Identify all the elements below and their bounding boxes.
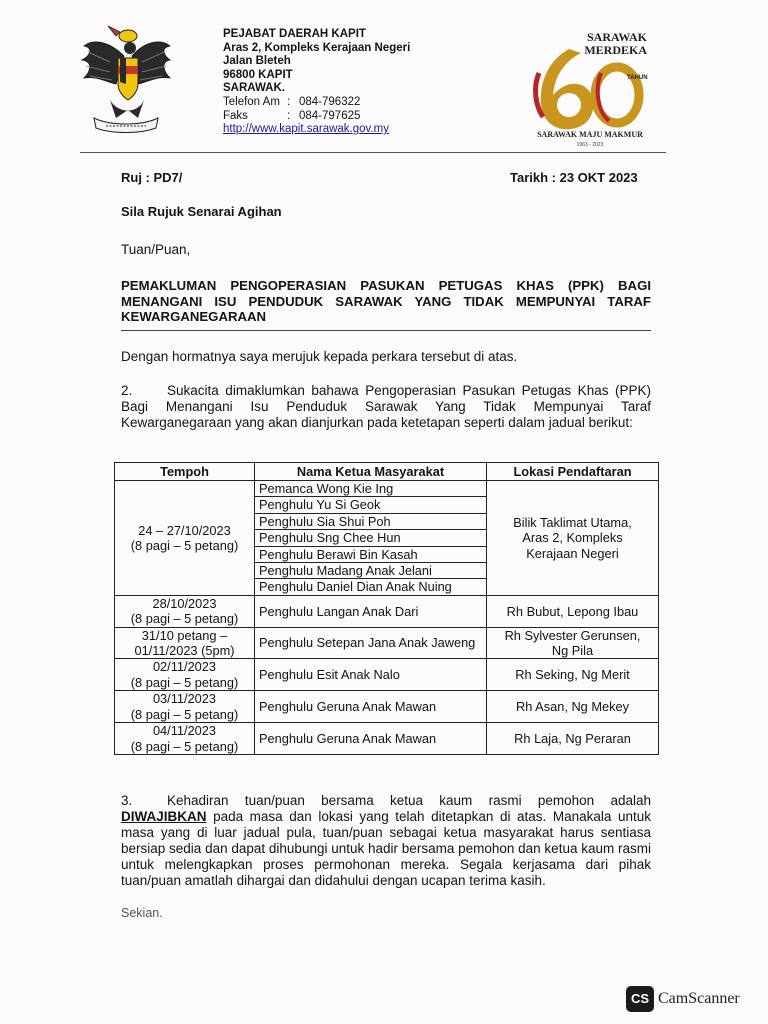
phone-row	[223, 96, 410, 110]
row2-tempoh-date: 31/10 petang –	[141, 627, 228, 643]
fax-colon: :	[287, 109, 291, 122]
office-name: PEJABAT DAERAH KAPIT	[223, 28, 366, 40]
paragraph-2-number: 2.	[121, 383, 133, 398]
group1-name-6: Penghulu Daniel Dian Anak Nuing	[255, 579, 487, 595]
row5-lokasi-line1: Rh Laja, Ng Peraran	[514, 730, 631, 746]
camscanner-watermark	[626, 986, 740, 1012]
table-row	[115, 691, 659, 723]
row1-tempoh-time: (8 pagi – 5 petang)	[130, 611, 239, 627]
phone-colon: :	[287, 95, 291, 108]
group1-tempoh-time: (8 pagi – 5 petang)	[130, 537, 239, 553]
table-header-row	[115, 463, 659, 481]
row3-tempoh	[115, 659, 255, 691]
paragraph-3	[121, 793, 651, 889]
group1-name-0: Pemanca Wong Kie Ing	[255, 481, 487, 497]
address-line-1: Aras 2, Kompleks Kerajaan Negeri	[223, 41, 411, 54]
closing-text: Sekian.	[121, 906, 163, 920]
row2-tempoh	[115, 627, 255, 659]
row4-name: Penghulu Geruna Anak Mawan	[255, 691, 487, 723]
row4-lokasi	[487, 691, 659, 723]
table-row	[115, 659, 659, 691]
row3-lokasi	[487, 659, 659, 691]
group1-name-5: Penghulu Madang Anak Jelani	[255, 563, 487, 579]
row5-tempoh-time: (8 pagi – 5 petang)	[130, 738, 239, 754]
schedule-table	[114, 462, 659, 755]
fax-value: 084-797625	[299, 109, 361, 122]
row4-tempoh	[115, 691, 255, 723]
row2-name: Penghulu Setepan Jana Anak Jaweng	[255, 627, 487, 659]
row5-name: Penghulu Geruna Anak Mawan	[255, 723, 487, 755]
sarawak-crest-logo	[80, 22, 172, 140]
fax-label: Faks	[223, 109, 248, 122]
row5-tempoh-date: 04/11/2023	[152, 723, 217, 739]
paragraph-1: Dengan hormatnya saya merujuk kepada perkara tersebut di atas.	[121, 349, 518, 364]
camscanner-text: CamScanner	[658, 990, 740, 1007]
address-line-3: 96800 KAPIT	[223, 68, 293, 81]
row4-tempoh-date: 03/11/2023	[152, 691, 217, 707]
row2-lokasi	[487, 627, 659, 659]
phone-label: Telefon Am	[223, 95, 280, 108]
table-row	[115, 595, 659, 627]
group1-name-1: Penghulu Yu Si Geok	[255, 497, 487, 513]
office-address-block	[223, 28, 410, 137]
subject-underline	[121, 330, 651, 331]
header-divider	[80, 152, 666, 153]
group1-lokasi-line2: Aras 2, Kompleks	[522, 530, 623, 546]
letter-subject: PEMAKLUMAN PENGOPERASIAN PASUKAN PETUGAS KHAS (PPK) BAGI MENANGANI ISU PENDUDUK SARAWAK YANG TIDAK MEMPUNYAI TARAF KEWARGANEGARAAN	[121, 278, 651, 325]
table-row	[115, 723, 659, 755]
row1-lokasi	[487, 595, 659, 627]
letter-date: Tarikh : 23 OKT 2023	[510, 170, 638, 185]
row1-lokasi-line1: Rh Bubut, Lepong Ibau	[506, 603, 639, 619]
logo-text-tahun: TAHUN	[627, 75, 648, 81]
row1-tempoh	[115, 595, 255, 627]
row4-lokasi-line1: Rh Asan, Ng Mekey	[515, 698, 630, 714]
row5-lokasi	[487, 723, 659, 755]
address-line-4: SARAWAK.	[223, 82, 285, 95]
website-link[interactable]: http://www.kapit.sarawak.gov.my	[223, 123, 389, 136]
salutation: Tuan/Puan,	[121, 242, 191, 257]
group1-tempoh-date: 24 – 27/10/2023	[138, 522, 231, 538]
group1-lokasi-line3: Kerajaan Negeri	[526, 545, 619, 561]
row3-name: Penghulu Esit Anak Nalo	[255, 659, 487, 691]
logo-text-merdeka: MERDEKA	[584, 43, 647, 57]
header-nama-ketua: Nama Ketua Masyarakat	[255, 463, 487, 481]
logo-text-years: 1963 - 2023	[576, 142, 604, 148]
group1-tempoh-cell	[115, 481, 255, 596]
table-row	[115, 627, 659, 659]
logo-text-motto: SARAWAK MAJU MAKMUR	[537, 130, 643, 139]
paragraph-2-text: Sukacita dimaklumkan bahawa Pengoperasian Pasukan Petugas Khas (PPK) Bagi Menangani Isu Penduduk Sarawak Yang Tidak Mempunyai Taraf Kewarganegaraan yang akan dianjurkan pada ketetapan seperti dalam jadual berikut:	[121, 383, 651, 430]
group1-name-2: Penghulu Sia Shui Poh	[255, 513, 487, 529]
group1-lokasi-line1: Bilik Taklimat Utama,	[513, 514, 632, 530]
paragraph-3-number: 3.	[121, 793, 133, 808]
row5-tempoh	[115, 723, 255, 755]
sarawak-merdeka-60-logo	[525, 25, 655, 150]
paragraph-2	[121, 383, 651, 431]
row2-lokasi-line2: Ng Pila	[551, 643, 594, 659]
camscanner-icon: CS	[626, 986, 654, 1012]
header-tempoh: Tempoh	[115, 463, 255, 481]
row3-lokasi-line1: Rh Seking, Ng Merit	[515, 667, 630, 683]
header-lokasi: Lokasi Pendaftaran	[487, 463, 659, 481]
row3-tempoh-time: (8 pagi – 5 petang)	[130, 674, 239, 690]
row2-tempoh-time: 01/11/2023 (5pm)	[134, 643, 235, 659]
row1-name: Penghulu Langan Anak Dari	[255, 595, 487, 627]
table-row	[115, 481, 659, 497]
fax-row	[223, 110, 410, 124]
row3-tempoh-date: 02/11/2023	[152, 659, 217, 675]
reference-number: Ruj : PD7/	[121, 170, 183, 185]
row2-lokasi-line1: Rh Sylvester Gerunsen,	[504, 627, 641, 643]
address-line-2: Jalan Bleteh	[223, 55, 291, 68]
logo-text-sarawak: SARAWAK	[586, 30, 647, 44]
paragraph-3-text-b: pada masa dan lokasi yang telah ditetapkan di atas. Manakala untuk masa yang di luar jadual pula, tuan/puan sebagai ketua masyarakat harus sentiasa bersiap sedia dan dapat dihubungi untuk hadir bersama pemohon dan ketua kaum rasmi untuk melengkapkan proses permohonan mereka. Segala kerjasama dari pihak tuan/puan amatlah dihargai dan didahului dengan ucapan terima kasih.	[121, 809, 651, 888]
row1-tempoh-date: 28/10/2023	[152, 595, 217, 611]
group1-name-3: Penghulu Sng Chee Hun	[255, 530, 487, 546]
paragraph-3-emphasis: DIWAJIBKAN	[121, 809, 207, 824]
group1-lokasi-cell	[487, 481, 659, 596]
distribution-list-note: Sila Rujuk Senarai Agihan	[121, 204, 282, 219]
row4-tempoh-time: (8 pagi – 5 petang)	[130, 706, 239, 722]
phone-value: 084-796322	[299, 95, 361, 108]
paragraph-3-text-a: Kehadiran tuan/puan bersama ketua kaum rasmi pemohon adalah	[167, 793, 651, 808]
group1-name-4: Penghulu Berawi Bin Kasah	[255, 546, 487, 562]
